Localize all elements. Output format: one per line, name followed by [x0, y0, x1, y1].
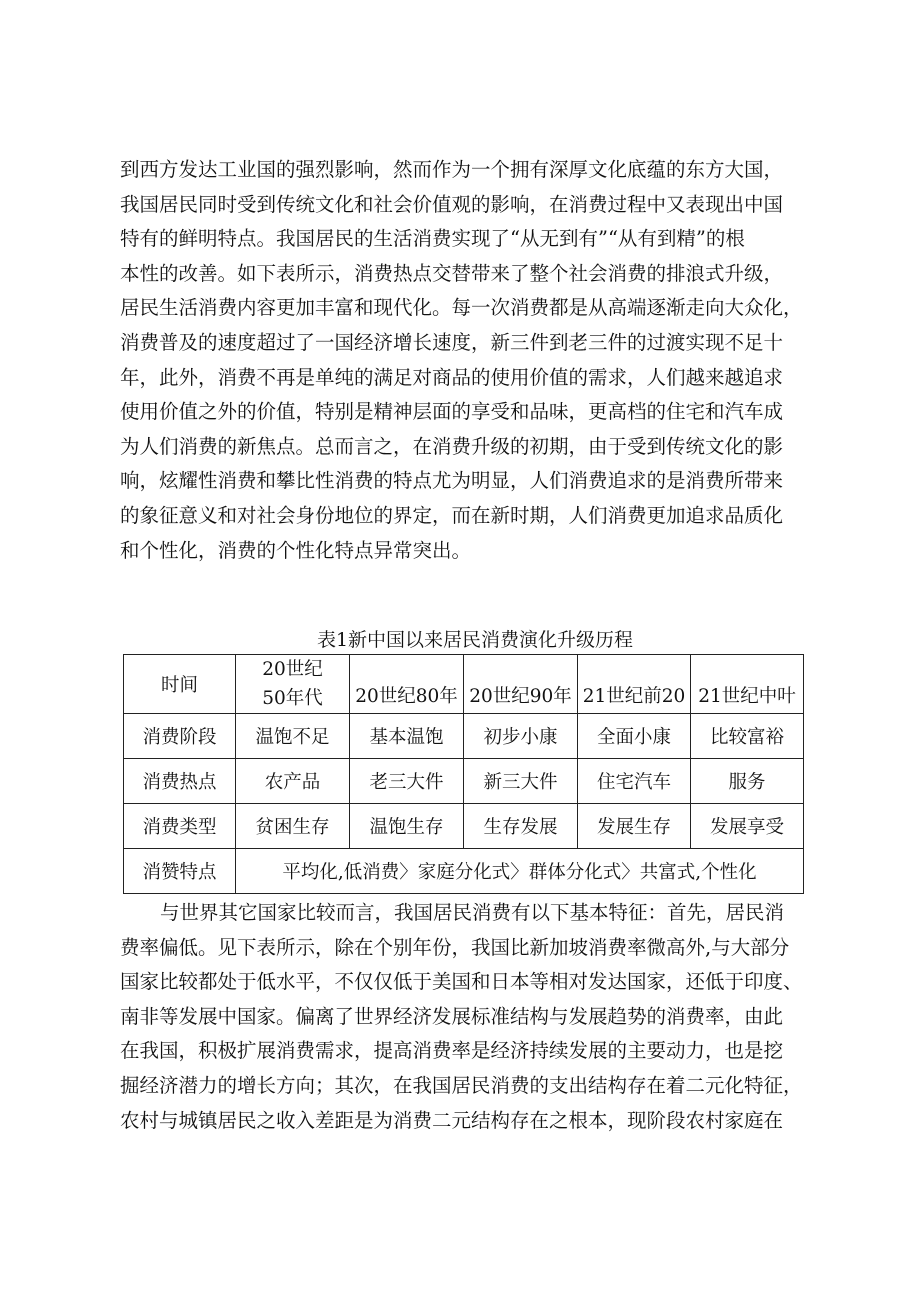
text-line: 年，此外，消费不再是单纯的满足对商品的使用价值的需求，人们越来越追求 [120, 365, 784, 389]
text-line: 和个性化，消费的个性化特点异常突出。 [120, 538, 472, 562]
table-cell: 农产品 [236, 759, 350, 804]
table-cell: 发展生存 [578, 804, 691, 849]
table-cell: 温饱不足 [236, 714, 350, 759]
header-cell-1950s-line2: 50年代 [262, 688, 323, 709]
text-line: 我国居民同时受到传统文化和社会价值观的影响，在消费过程中又表现出中国 [120, 192, 784, 216]
table-cell: 比较富裕 [691, 714, 804, 759]
table-row [124, 759, 804, 804]
header-cell-mid-21st: 21世纪中叶 [691, 655, 804, 714]
table-cell: 新三大件 [464, 759, 578, 804]
text-line: 特有的鲜明特点。我国居民的生活消费实现了“从无到有”“从有到精”的根 [120, 227, 745, 251]
header-cell-early-21st: 21世纪前20 [578, 655, 691, 714]
table-caption: 表1新中国以来居民消费演化升级历程 [316, 629, 634, 651]
text-line: 消费普及的速度超过了一国经济增长速度，新三件到老三件的过渡实现不足十 [120, 330, 784, 354]
table-cell: 温饱生存 [350, 804, 464, 849]
table-header-row [124, 655, 804, 714]
text-line: 响，炫耀性消费和攀比性消费的特点尤为明显，人们消费追求的是消费所带来 [120, 469, 784, 493]
text-line: 使用价值之外的价值，特别是精神层面的享受和品味，更高档的住宅和汽车成 [120, 400, 784, 424]
table-cell: 老三大件 [350, 759, 464, 804]
merged-characteristics-cell: 平均化,低消费〉家庭分化式〉群体分化式〉共富式,个性化 [236, 849, 804, 894]
text-line: 南非等发展中国家。偏离了世界经济发展标准结构与发展趋势的消费率，由此 [120, 1004, 784, 1028]
table-cell: 生存发展 [464, 804, 578, 849]
paragraph-consumption-upgrade [120, 153, 810, 568]
table-cell: 服务 [691, 759, 804, 804]
row-label-cell: 消费阶段 [124, 714, 236, 759]
header-cell-1950s-line1: 20世纪 [262, 659, 323, 680]
paragraph-international-comparison [120, 896, 810, 1138]
text-line: 掘经济潜力的增长方向；其次，在我国居民消费的支出结构存在着二元化特征， [120, 1073, 803, 1097]
text-line: 费率偏低。见下表所示，除在个别年份，我国比新加坡消费率微高外,与大部分 [120, 935, 790, 959]
table-row [124, 714, 804, 759]
table-row [124, 849, 804, 894]
header-cell-1990s: 20世纪90年 [464, 655, 578, 714]
text-line: 到西方发达工业国的强烈影响，然而作为一个拥有深厚文化底蕴的东方大国， [120, 158, 784, 181]
table-row [124, 804, 804, 849]
text-line: 为人们消费的新焦点。总而言之，在消费升级的初期，由于受到传统文化的影 [120, 434, 784, 458]
consumption-evolution-table [123, 654, 804, 894]
row-label-cell: 消费类型 [124, 804, 236, 849]
table-cell: 贫困生存 [236, 804, 350, 849]
table-cell: 发展享受 [691, 804, 804, 849]
table-cell: 住宅汽车 [578, 759, 691, 804]
header-cell-1950s [236, 655, 350, 714]
text-line: 国家比较都处于低水平，不仅仅低于美国和日本等相对发达国家，还低于印度、 [120, 970, 803, 994]
row-label-cell: 消费热点 [124, 759, 236, 804]
table-cell: 初步小康 [464, 714, 578, 759]
text-line: 的象征意义和对社会身份地位的界定，而在新时期，人们消费更加追求品质化 [120, 503, 784, 527]
row-label-cell: 消赞特点 [124, 849, 236, 894]
text-line: 居民生活消费内容更加丰富和现代化。每一次消费都是从高端逐渐走向大众化， [120, 296, 803, 320]
header-label-cell: 时间 [124, 655, 236, 714]
text-line: 农村与城镇居民之收入差距是为消费二元结构存在之根本，现阶段农村家庭在 [120, 1108, 784, 1132]
header-cell-1980s: 20世纪80年 [350, 655, 464, 714]
table-cell: 基本温饱 [350, 714, 464, 759]
text-line: 与世界其它国家比较而言，我国居民消费有以下基本特征：首先，居民消 [160, 901, 785, 924]
table-cell: 全面小康 [578, 714, 691, 759]
text-line: 在我国，积极扩展消费需求，提高消费率是经济持续发展的主要动力，也是挖 [120, 1039, 784, 1063]
text-line: 本性的改善。如下表所示，消费热点交替带来了整个社会消费的排浪式升级， [120, 261, 784, 285]
